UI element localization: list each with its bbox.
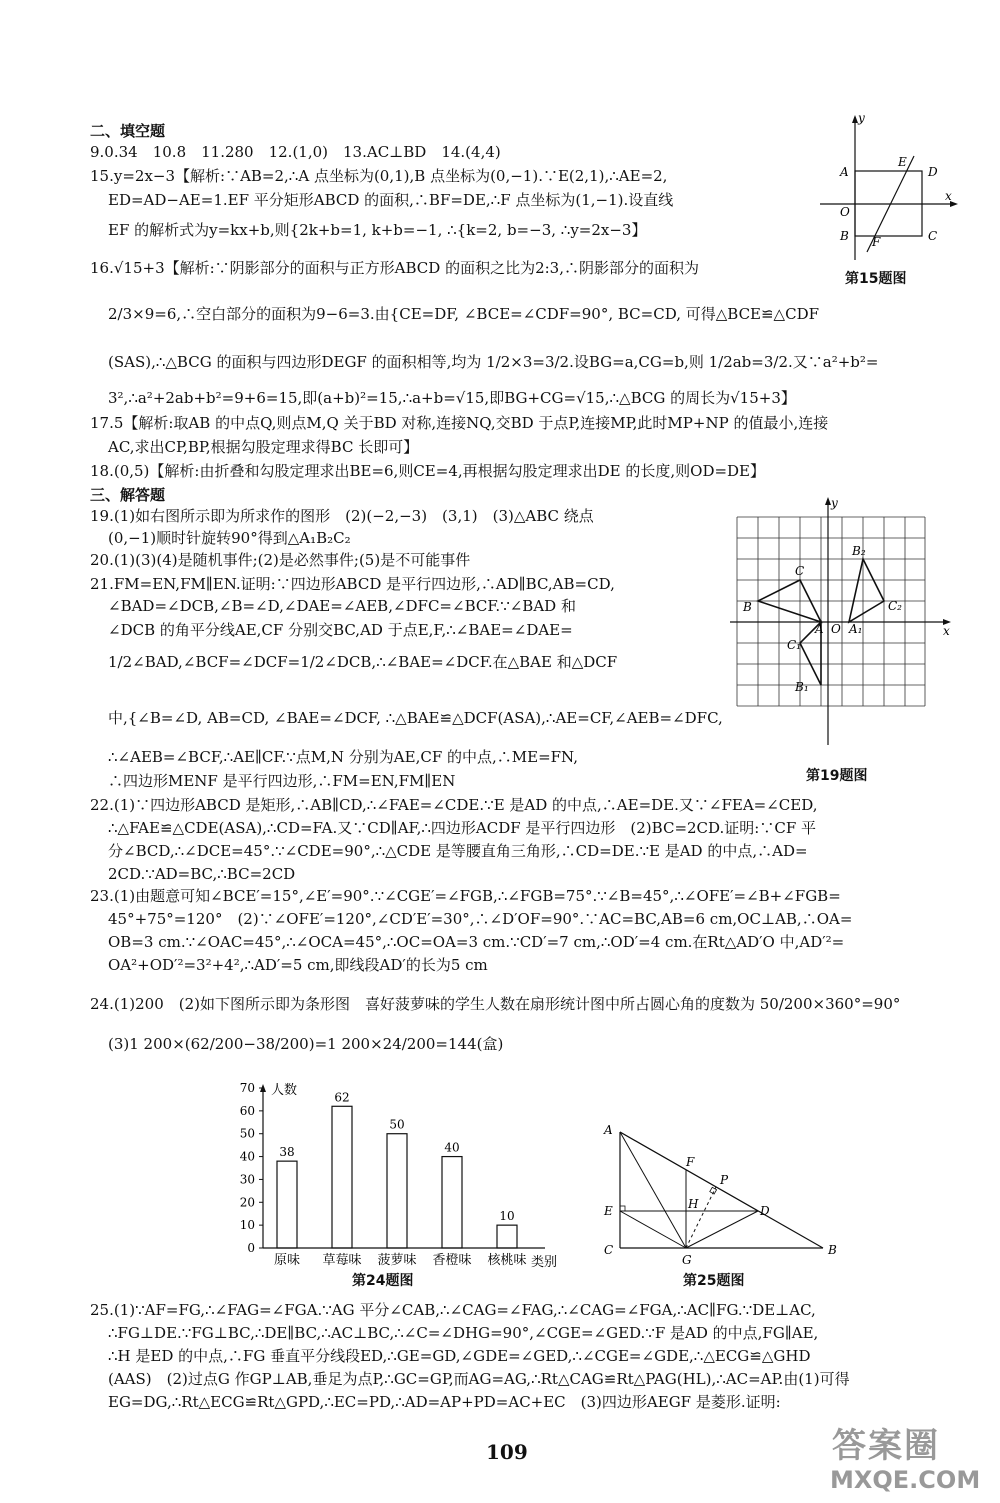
fig25-label-h: H	[688, 1197, 699, 1211]
bar	[277, 1161, 297, 1248]
fig25-label-d: D	[760, 1204, 770, 1218]
figure-15-caption: 第15题图	[845, 271, 907, 287]
answer-line: 17.5【解析:取AB 的中点Q,则点M,Q 关于BD 对称,连接NQ,交BD 于点P,连接MP,此时MP+NP 的值最小,连接	[90, 414, 829, 432]
y-tick-label: 0	[247, 1241, 255, 1255]
fig25-label-f: F	[686, 1155, 695, 1169]
category-label: 原味	[273, 1253, 301, 1268]
y-tick-label: 60	[239, 1103, 255, 1118]
answer-line: ∴H 是ED 的中点,∴FG 垂直平分线段ED,∴GE=GD,∠GDE=∠GED,∴∠CGE=∠GDE,∴△ECG≌△GHD	[108, 1347, 811, 1365]
answer-line: (AAS) (2)过点G 作GP⊥AB,垂足为点P,∴GC=GP,而AG=AG,∴Rt△CAG≌Rt△PAG(HL),∴AC=AP.由(1)可得	[108, 1370, 850, 1388]
answer-line: 中,{∠B=∠D, AB=CD, ∠BAE=∠DCF, ∴△BAE≌△DCF(ASA),∴AE=CF,∠AEB=∠DFC,	[108, 709, 723, 727]
category-label: 香橙味	[432, 1253, 472, 1268]
answer-line: AC,求出CP,BP,根据勾股定理求得BC 长即可】	[108, 438, 419, 456]
fig25-label-b: B	[828, 1243, 837, 1257]
y-tick-label: 30	[239, 1172, 255, 1187]
fig15-label-d: D	[928, 165, 938, 179]
answer-line: 21.FM=EN,FM∥EN.证明:∵四边形ABCD 是平行四边形,∴AD∥BC,AB=CD,	[90, 575, 615, 593]
chart-xlabel: 类别	[531, 1255, 558, 1270]
fig25-label-c: C	[604, 1243, 614, 1257]
bar	[442, 1157, 462, 1248]
fig15-label-e: E	[898, 155, 907, 169]
answer-line: 1/2∠BAD,∠BCF=∠DCF=1/2∠DCB,∴∠BAE=∠DCF.在△BAE 和△DCF	[108, 653, 618, 671]
page-number: 109	[486, 1440, 528, 1464]
fig25-label-a: A	[604, 1123, 613, 1137]
figure-24-caption: 第24题图	[352, 1273, 414, 1289]
answer-line: 15.y=2x−3【解析:∵AB=2,∴A 点坐标为(0,1),B 点坐标为(0,−1).∵E(2,1),∴AE=2,	[90, 167, 668, 185]
section-solve-heading: 三、解答题	[90, 486, 166, 504]
fig19-label-a1: A₁	[849, 622, 863, 636]
answer-line: 2/3×9=6,∴空白部分的面积为9−6=3.由{CE=DF, ∠BCE=∠CDF=90°, BC=CD, 可得△BCE≌△CDF	[108, 305, 820, 323]
fig25-label-e: E	[604, 1204, 613, 1218]
answer-line: OA²+OD′²=3²+4²,∴AD′=5 cm,即线段AD′的长为5 cm	[108, 956, 488, 974]
fig15-label-c: C	[928, 229, 938, 243]
fig19-label-c1: C₁	[787, 638, 801, 652]
fig19-label-o: O	[831, 622, 841, 636]
fig15-label-b: B	[840, 229, 849, 243]
figure-19	[725, 495, 957, 745]
fig19-label-b1: B₁	[795, 680, 809, 694]
answer-line: ∴∠AEB=∠BCF,∴AE∥CF.∵点M,N 分别为AE,CF 的中点,∴ME=FN,	[108, 748, 578, 766]
y-tick-label: 40	[239, 1149, 255, 1164]
y-tick-label: 70	[239, 1081, 255, 1095]
bar-value-label: 50	[389, 1117, 405, 1132]
answer-line: 20.(1)(3)(4)是随机事件;(2)是必然事件;(5)是不可能事件	[90, 551, 471, 569]
answer-line: 45°+75°=120° (2)∵∠OFE′=120°,∠CD′E′=30°,∴∠D′OF=90°.∵AC=BC,AB=6 cm,OC⊥AB,∴OA=	[108, 910, 853, 928]
answer-line: ∴△FAE≌△CDE(ASA),∴CD=FA.又∵CD∥AF,∴四边形ACDF 是平行四边形 (2)BC=2CD.证明:∵CF 平	[108, 819, 816, 837]
answer-line: (3)1 200×(62/200−38/200)=1 200×24/200=144(盒)	[108, 1035, 504, 1053]
answer-line: ∠BAD=∠DCB,∠B=∠D,∠DAE=∠AEB,∠DFC=∠BCF.∵∠BAD 和	[108, 597, 576, 615]
answer-line: ED=AD−AE=1.EF 平分矩形ABCD 的面积,∴BF=DE,∴F 点坐标为(1,−1).设直线	[108, 191, 674, 209]
fig15-label-o: O	[840, 205, 850, 219]
fig19-label-b: B	[743, 600, 752, 614]
y-tick-label: 50	[239, 1126, 255, 1141]
answer-line: OB=3 cm.∵∠OAC=45°,∴∠OCA=45°,∴OC=OA=3 cm.∵CD′=7 cm,∴OD′=4 cm.在Rt△AD′O 中,AD′²=	[108, 933, 845, 951]
answer-line: 16.√15+3【解析:∵阴影部分的面积与正方形ABCD 的面积之比为2:3,∴阴影部分的面积为	[90, 259, 699, 277]
fig19-label-c2: C₂	[888, 599, 902, 613]
fig19-label-a: A	[815, 622, 824, 636]
answer-line: 18.(0,5)【解析:由折叠和勾股定理求出BE=6,则CE=4,再根据勾股定理求出DE 的长度,则OD=DE】	[90, 462, 766, 480]
answer-line: 24.(1)200 (2)如下图所示即为条形图 喜好菠萝味的学生人数在扇形统计图中所占圆心角的度数为 50/200×360°=90°	[90, 995, 901, 1013]
fig19-label-x: x	[943, 624, 950, 638]
category-label: 菠萝味	[377, 1253, 417, 1268]
bar-value-label: 10	[499, 1209, 515, 1224]
figure-15	[810, 112, 960, 262]
answer-line: 2CD.∵AD=BC,∴BC=2CD	[108, 865, 296, 883]
fig15-label-y: y	[858, 112, 865, 125]
bar-value-label: 62	[334, 1090, 350, 1105]
answer-line: (0,−1)顺时针旋转90°得到△A₁B₂C₂	[108, 529, 351, 547]
answer-line: 22.(1)∵四边形ABCD 是矩形,∴AB∥CD,∴∠FAE=∠CDE.∵E 是AD 的中点,∴AE=DE.又∵∠FEA=∠CED,	[90, 796, 818, 814]
answer-line: ∴FG⊥DE.∵FG⊥BC,∴DE∥BC,∴AC⊥BC,∴∠C=∠DHG=90°,∠CGE=∠GED.∵F 是AD 的中点,FG∥AE,	[108, 1324, 819, 1342]
category-label: 核桃味	[487, 1253, 527, 1268]
answer-line: 3²,∴a²+2ab+b²=9+6=15,即(a+b)²=15,∴a+b=√15,即BG+CG=√15,∴△BCG 的周长为√15+3】	[108, 389, 796, 407]
answer-line: EF 的解析式为y=kx+b,则{2k+b=1, k+b=−1, ∴{k=2, b=−3, ∴y=2x−3】	[108, 221, 647, 239]
figure-25-caption: 第25题图	[683, 1273, 745, 1289]
fig19-label-b2: B₂	[852, 544, 866, 558]
answer-line: 23.(1)由题意可知∠BCE′=15°,∠E′=90°.∵∠CGE′=∠FGB,∴∠FGB=75°.∵∠B=45°,∴∠OFE′=∠B+∠FGB=	[90, 887, 841, 905]
figure-25	[598, 1118, 848, 1268]
fig25-label-p: P	[720, 1173, 729, 1187]
answer-line: 9.0.34 10.8 11.280 12.(1,0) 13.AC⊥BD 14.(4,4)	[90, 143, 501, 161]
answer-line: (SAS),∴△BCG 的面积与四边形DEGF 的面积相等,均为 1/2×3=3/2.设BG=a,CG=b,则 1/2ab=3/2.又∵a²+b²=	[108, 353, 879, 371]
chart-ylabel: 人数	[271, 1083, 298, 1098]
bar	[497, 1225, 517, 1248]
fig15-label-f: F	[872, 235, 881, 249]
y-tick-label: 20	[239, 1195, 255, 1210]
answer-line: EG=DG,∴Rt△ECG≌Rt△GPD,∴EC=PD,∴AD=AP+PD=AC+EC (3)四边形AEGF 是菱形.证明:	[108, 1393, 781, 1411]
answer-line: 19.(1)如右图所示即为所求作的图形 (2)(−2,−3) (3,1) (3)△ABC 绕点	[90, 507, 594, 525]
bar-value-label: 38	[279, 1145, 295, 1160]
answer-line: 分∠BCD,∴∠DCE=45°.∵∠CDE=90°,∴△CDE 是等腰直角三角形,∴CD=DE.∵E 是AD 的中点,∴AD=	[108, 842, 808, 860]
section-fill-heading: 二、填空题	[90, 122, 166, 140]
y-tick-label: 10	[239, 1218, 255, 1233]
fig15-label-x: x	[945, 189, 952, 203]
fig15-label-a: A	[840, 165, 849, 179]
bar-value-label: 40	[444, 1140, 460, 1155]
answer-line: ∴四边形MENF 是平行四边形,∴FM=EN,FM∥EN	[108, 772, 456, 790]
bar	[332, 1106, 352, 1248]
fig19-label-y: y	[831, 496, 838, 510]
bar	[387, 1134, 407, 1248]
answer-line: 25.(1)∵AF=FG,∴∠FAG=∠FGA.∵AG 平分∠CAB,∴∠CAG=∠FAG,∴∠CAG=∠FGA,∴AC∥FG.∵DE⊥AC,	[90, 1301, 816, 1319]
figure-24-bar-chart	[215, 1080, 585, 1270]
category-label: 草莓味	[322, 1253, 362, 1268]
watermark-logo: 答案圈	[832, 1426, 940, 1466]
answer-line: ∠DCB 的角平分线AE,CF 分别交BC,AD 于点E,F,∴∠BAE=∠DAE=	[108, 621, 573, 639]
fig19-label-c: C	[795, 564, 805, 578]
figure-19-caption: 第19题图	[806, 768, 868, 784]
fig25-label-g: G	[682, 1253, 692, 1267]
watermark-url: MXQE.COM	[830, 1466, 981, 1494]
